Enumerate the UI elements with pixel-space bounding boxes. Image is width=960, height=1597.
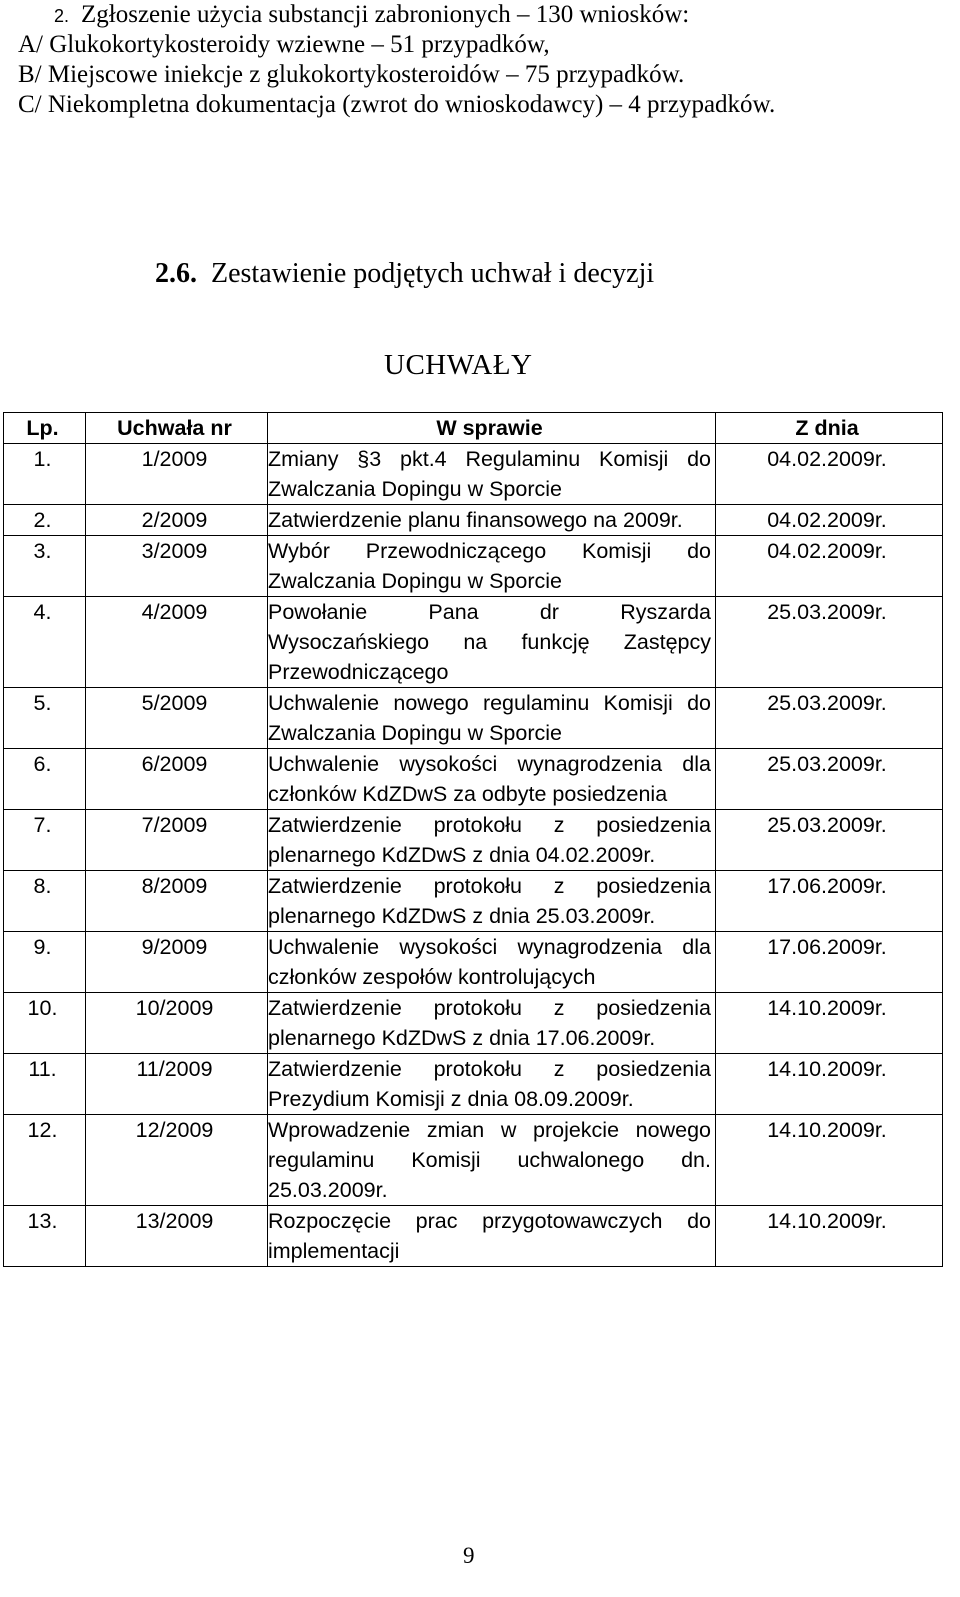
cell-nr: 1/2009 bbox=[86, 444, 268, 505]
section-number: 2.6. bbox=[155, 258, 197, 289]
cell-data: 25.03.2009r. bbox=[716, 749, 943, 810]
cell-data: 14.10.2009r. bbox=[716, 1115, 943, 1206]
cell-nr: 6/2009 bbox=[86, 749, 268, 810]
table-row bbox=[4, 993, 943, 1054]
cell-lp: 6. bbox=[4, 749, 86, 810]
cell-sprawa: Zatwierdzenie protokołu z posiedzenia Prezydium Komisji z dnia 08.09.2009r. bbox=[268, 1054, 716, 1115]
table-row bbox=[4, 688, 943, 749]
cell-lp: 1. bbox=[4, 444, 86, 505]
cell-data: 25.03.2009r. bbox=[716, 688, 943, 749]
cell-nr: 13/2009 bbox=[86, 1206, 268, 1267]
header-w-sprawie: W sprawie bbox=[268, 413, 716, 444]
resolutions-table bbox=[3, 412, 943, 1267]
cell-lp: 5. bbox=[4, 688, 86, 749]
header-uchwala-nr: Uchwała nr bbox=[86, 413, 268, 444]
cell-nr: 11/2009 bbox=[86, 1054, 268, 1115]
cell-nr: 8/2009 bbox=[86, 871, 268, 932]
header-lp: Lp. bbox=[4, 413, 86, 444]
cell-nr: 10/2009 bbox=[86, 993, 268, 1054]
cell-sprawa: Zatwierdzenie protokołu z posiedzenia plenarnego KdZDwS z dnia 04.02.2009r. bbox=[268, 810, 716, 871]
intro-line-1 bbox=[18, 0, 938, 30]
cell-nr: 4/2009 bbox=[86, 597, 268, 688]
cell-sprawa: Zatwierdzenie protokołu z posiedzenia plenarnego KdZDwS z dnia 17.06.2009r. bbox=[268, 993, 716, 1054]
intro-block bbox=[18, 0, 938, 120]
table-row bbox=[4, 505, 943, 536]
page-number: 9 bbox=[463, 1543, 475, 1568]
table-row bbox=[4, 536, 943, 597]
cell-sprawa: Zatwierdzenie protokołu z posiedzenia plenarnego KdZDwS z dnia 25.03.2009r. bbox=[268, 871, 716, 932]
intro-line-4: C/ Niekompletna dokumentacja (zwrot do wnioskodawcy) – 4 przypadków. bbox=[18, 91, 776, 118]
cell-lp: 11. bbox=[4, 1054, 86, 1115]
cell-nr: 12/2009 bbox=[86, 1115, 268, 1206]
table-row bbox=[4, 597, 943, 688]
cell-lp: 4. bbox=[4, 597, 86, 688]
cell-data: 04.02.2009r. bbox=[716, 444, 943, 505]
cell-data: 14.10.2009r. bbox=[716, 1206, 943, 1267]
cell-data: 17.06.2009r. bbox=[716, 871, 943, 932]
header-z-dnia: Z dnia bbox=[716, 413, 943, 444]
cell-data: 04.02.2009r. bbox=[716, 505, 943, 536]
cell-sprawa: Uchwalenie wysokości wynagrodzenia dla członków KdZDwS za odbyte posiedzenia bbox=[268, 749, 716, 810]
section-title: Zestawienie podjętych uchwał i decyzji bbox=[211, 258, 655, 289]
cell-data: 25.03.2009r. bbox=[716, 810, 943, 871]
cell-lp: 10. bbox=[4, 993, 86, 1054]
cell-sprawa: Wprowadzenie zmian w projekcie nowego regulaminu Komisji uchwalonego dn. 25.03.2009r. bbox=[268, 1115, 716, 1206]
table-row bbox=[4, 749, 943, 810]
cell-data: 14.10.2009r. bbox=[716, 993, 943, 1054]
cell-lp: 7. bbox=[4, 810, 86, 871]
cell-sprawa: Uchwalenie nowego regulaminu Komisji do Zwalczania Dopingu w Sporcie bbox=[268, 688, 716, 749]
cell-nr: 5/2009 bbox=[86, 688, 268, 749]
cell-sprawa: Powołanie Pana dr Ryszarda Wysoczańskiego na funkcję Zastępcy Przewodniczącego bbox=[268, 597, 716, 688]
cell-lp: 2. bbox=[4, 505, 86, 536]
cell-data: 17.06.2009r. bbox=[716, 932, 943, 993]
table-header-row bbox=[4, 413, 943, 444]
table-row bbox=[4, 871, 943, 932]
cell-sprawa: Rozpoczęcie prac przygotowawczych do implementacji bbox=[268, 1206, 716, 1267]
cell-sprawa: Uchwalenie wysokości wynagrodzenia dla członków zespołów kontrolujących bbox=[268, 932, 716, 993]
table-subtitle: UCHWAŁY bbox=[384, 349, 533, 381]
table-row bbox=[4, 810, 943, 871]
table-row bbox=[4, 932, 943, 993]
cell-data: 14.10.2009r. bbox=[716, 1054, 943, 1115]
cell-nr: 9/2009 bbox=[86, 932, 268, 993]
cell-nr: 3/2009 bbox=[86, 536, 268, 597]
section-heading bbox=[155, 258, 654, 290]
cell-lp: 13. bbox=[4, 1206, 86, 1267]
cell-nr: 7/2009 bbox=[86, 810, 268, 871]
intro-line-3: B/ Miejscowe iniekcje z glukokortykosteroidów – 75 przypadków. bbox=[18, 61, 685, 88]
cell-lp: 8. bbox=[4, 871, 86, 932]
table-row bbox=[4, 1054, 943, 1115]
table-row bbox=[4, 444, 943, 505]
table-row bbox=[4, 1115, 943, 1206]
cell-data: 04.02.2009r. bbox=[716, 536, 943, 597]
cell-data: 25.03.2009r. bbox=[716, 597, 943, 688]
cell-nr: 2/2009 bbox=[86, 505, 268, 536]
cell-sprawa: Wybór Przewodniczącego Komisji do Zwalczania Dopingu w Sporcie bbox=[268, 536, 716, 597]
cell-lp: 9. bbox=[4, 932, 86, 993]
table-row bbox=[4, 1206, 943, 1267]
intro-line-2: A/ Glukokortykosteroidy wziewne – 51 przypadków, bbox=[18, 31, 550, 58]
cell-sprawa: Zatwierdzenie planu finansowego na 2009r. bbox=[268, 505, 716, 536]
cell-lp: 3. bbox=[4, 536, 86, 597]
intro-line-1-text: Zgłoszenie użycia substancji zabronionych – 130 wniosków: bbox=[81, 1, 690, 28]
cell-sprawa: Zmiany §3 pkt.4 Regulaminu Komisji do Zwalczania Dopingu w Sporcie bbox=[268, 444, 716, 505]
cell-lp: 12. bbox=[4, 1115, 86, 1206]
intro-item-number: 2. bbox=[54, 6, 70, 26]
